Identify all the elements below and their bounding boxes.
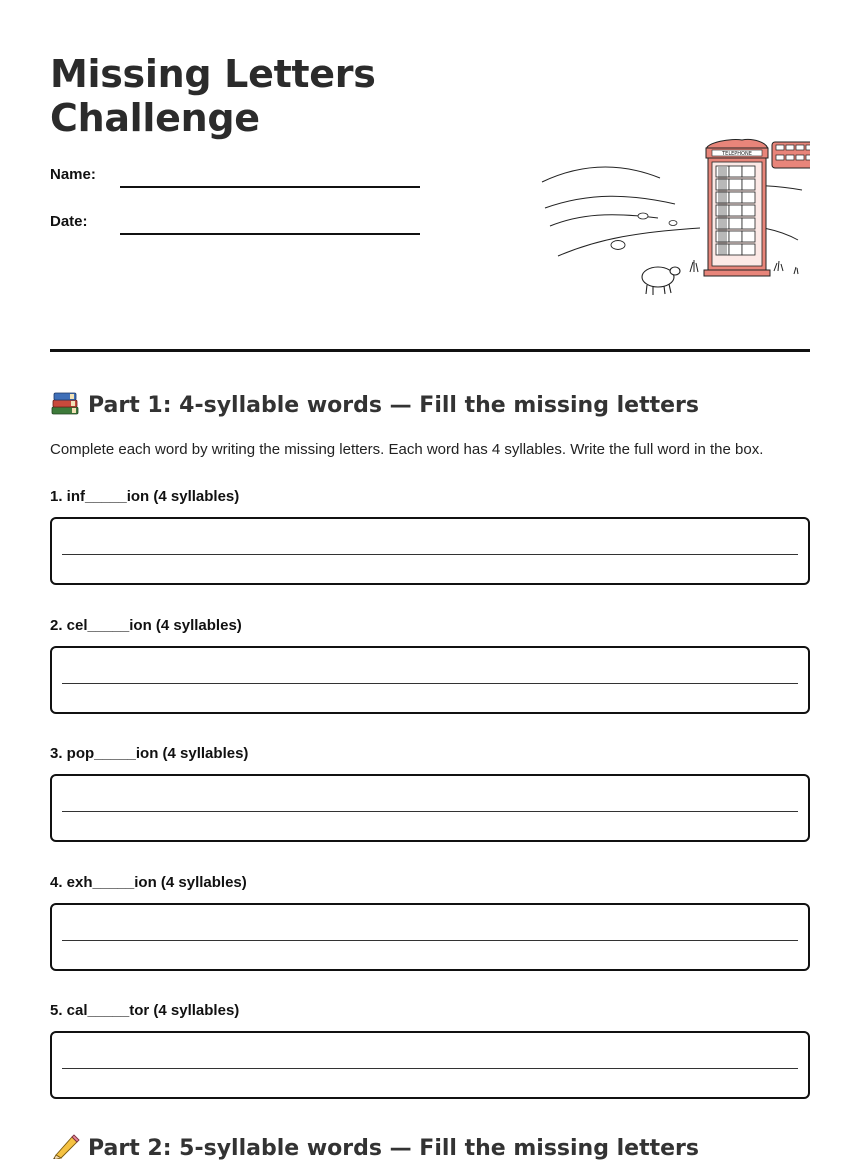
part1-title-text: Part 1: 4-syllable words — Fill the missing letters: [88, 393, 699, 418]
writing-line: [62, 811, 798, 812]
name-label: Name:: [50, 166, 96, 183]
part2-title-text: Part 2: 5-syllable words — Fill the missing letters: [88, 1136, 699, 1161]
date-line[interactable]: [120, 233, 420, 235]
question-5: [50, 1002, 810, 1112]
name-field[interactable]: [50, 166, 420, 190]
hill-line: [545, 196, 675, 208]
writing-line: [62, 940, 798, 941]
telephone-box-icon: [704, 139, 770, 276]
worksheet-page: [50, 0, 810, 1161]
question-label: 2. cel_____ion (4 syllables): [50, 617, 242, 634]
booth-sign: TELEPHONE: [722, 151, 752, 157]
double-decker-bus-icon: [772, 142, 810, 168]
part1-title: [50, 390, 699, 420]
hill-line: [542, 167, 660, 182]
title-line-1: Missing Letters: [50, 52, 376, 96]
header-divider: [50, 349, 810, 352]
writing-line: [62, 683, 798, 684]
part2-title: [50, 1133, 699, 1163]
title-line-2: Challenge: [50, 96, 260, 140]
grass-icon: [690, 260, 698, 272]
sheep-icon: [638, 213, 648, 219]
answer-box[interactable]: [50, 774, 810, 842]
pencil-icon: [50, 1133, 80, 1159]
question-1: [50, 488, 810, 598]
answer-box[interactable]: [50, 517, 810, 585]
date-label: Date:: [50, 213, 88, 230]
question-2: [50, 617, 810, 727]
writing-line: [62, 554, 798, 555]
sheep-icon: [642, 267, 680, 295]
part1-instructions: Complete each word by writing the missing letters. Each word has 4 syllables. Write the full word in the box.: [50, 441, 764, 458]
answer-box[interactable]: [50, 903, 810, 971]
answer-box[interactable]: [50, 1031, 810, 1099]
question-label: 1. inf_____ion (4 syllables): [50, 488, 240, 505]
name-line[interactable]: [120, 186, 420, 188]
books-icon: [50, 390, 80, 416]
question-4: [50, 874, 810, 984]
sheep-icon: [669, 221, 677, 226]
telephone-box-illustration: [540, 134, 810, 304]
writing-line: [62, 1068, 798, 1069]
answer-box[interactable]: [50, 646, 810, 714]
date-field[interactable]: [50, 213, 420, 237]
grass-icon: [794, 267, 798, 274]
sheep-icon: [611, 241, 625, 250]
hill-line: [558, 228, 700, 256]
grass-icon: [774, 261, 783, 271]
question-label: 4. exh_____ion (4 syllables): [50, 874, 247, 891]
question-label: 3. pop_____ion (4 syllables): [50, 745, 249, 762]
question-label: 5. cal_____tor (4 syllables): [50, 1002, 240, 1019]
worksheet-title: [50, 52, 510, 140]
question-3: [50, 745, 810, 855]
